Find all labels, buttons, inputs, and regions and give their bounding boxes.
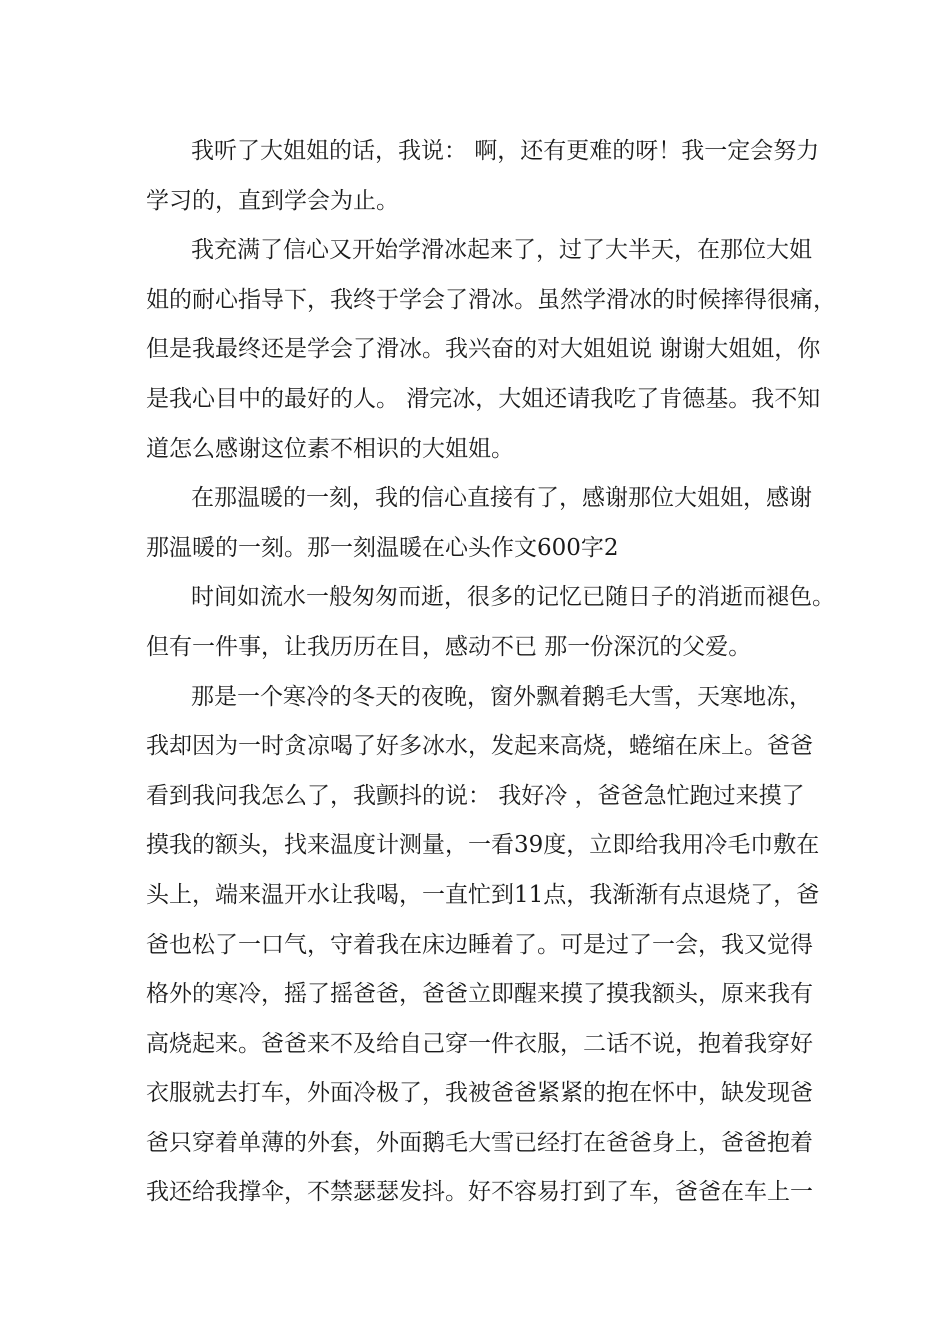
text-line: 但是我最终还是学会了滑冰。我兴奋的对大姐姐说 谢谢大姐姐，你 (146, 336, 821, 363)
text-line: 我充满了信心又开始学滑冰起来了，过了大半天，在那位大姐 (191, 237, 812, 264)
text-line: 我听了大姐姐的话，我说： 啊，还有更难的呀！我一定会努力 (191, 138, 820, 164)
text-line: 头上，端来温开水让我喝，一直忙到11点，我渐渐有点退烧了，爸 (146, 881, 820, 908)
text-line: 那温暖的一刻。那一刻温暖在心头作文600字2 (146, 534, 619, 561)
text-line: 在那温暖的一刻，我的信心直接有了，感谢那位大姐姐，感谢 (191, 485, 812, 512)
text-line: 摸我的额头，找来温度计测量，一看39度，立即给我用冷毛巾敷在 (146, 832, 820, 859)
text-line: 那是一个寒冷的冬天的夜晚，窗外飘着鹅毛大雪，天寒地冻， (191, 683, 812, 710)
text-line: 道怎么感谢这位素不相识的大姐姐。 (146, 435, 514, 462)
text-line: 是我心目中的最好的人。 滑完冰，大姐还请我吃了肯德基。我不知 (146, 385, 821, 412)
text-line: 看到我问我怎么了，我颤抖的说： 我好冷 ，爸爸急忙跑过来摸了 (146, 782, 805, 809)
text-line: 高烧起来。爸爸来不及给自己穿一件衣服，二话不说，抱着我穿好 (146, 1030, 813, 1057)
text-line: 爸也松了一口气，守着我在床边睡着了。可是过了一会，我又觉得 (146, 931, 813, 958)
text-line: 我还给我撑伞，不禁瑟瑟发抖。好不容易打到了车，爸爸在车上一 (146, 1179, 813, 1206)
text-line: 衣服就去打车，外面冷极了，我被爸爸紧紧的抱在怀中，缺发现爸 (146, 1080, 813, 1107)
text-line: 学习的，直到学会为止。 (146, 187, 399, 214)
text-line: 格外的寒冷，摇了摇爸爸，爸爸立即醒来摸了摸我额头，原来我有 (146, 981, 813, 1008)
essay-text (146, 127, 836, 1218)
text-line: 时间如流水一般匆匆而逝，很多的记忆已随日子的消逝而褪色。 (191, 584, 835, 611)
text-line: 我却因为一时贪凉喝了好多冰水，发起来高烧，蜷缩在床上。爸爸 (146, 733, 813, 760)
text-line: 爸只穿着单薄的外套，外面鹅毛大雪已经打在爸爸身上，爸爸抱着 (146, 1129, 813, 1156)
text-line: 但有一件事，让我历历在目，感动不已 那一份深沉的父爱。 (146, 633, 752, 660)
text-line: 姐的耐心指导下，我终于学会了滑冰。虽然学滑冰的时候摔得很痛， (146, 286, 836, 313)
